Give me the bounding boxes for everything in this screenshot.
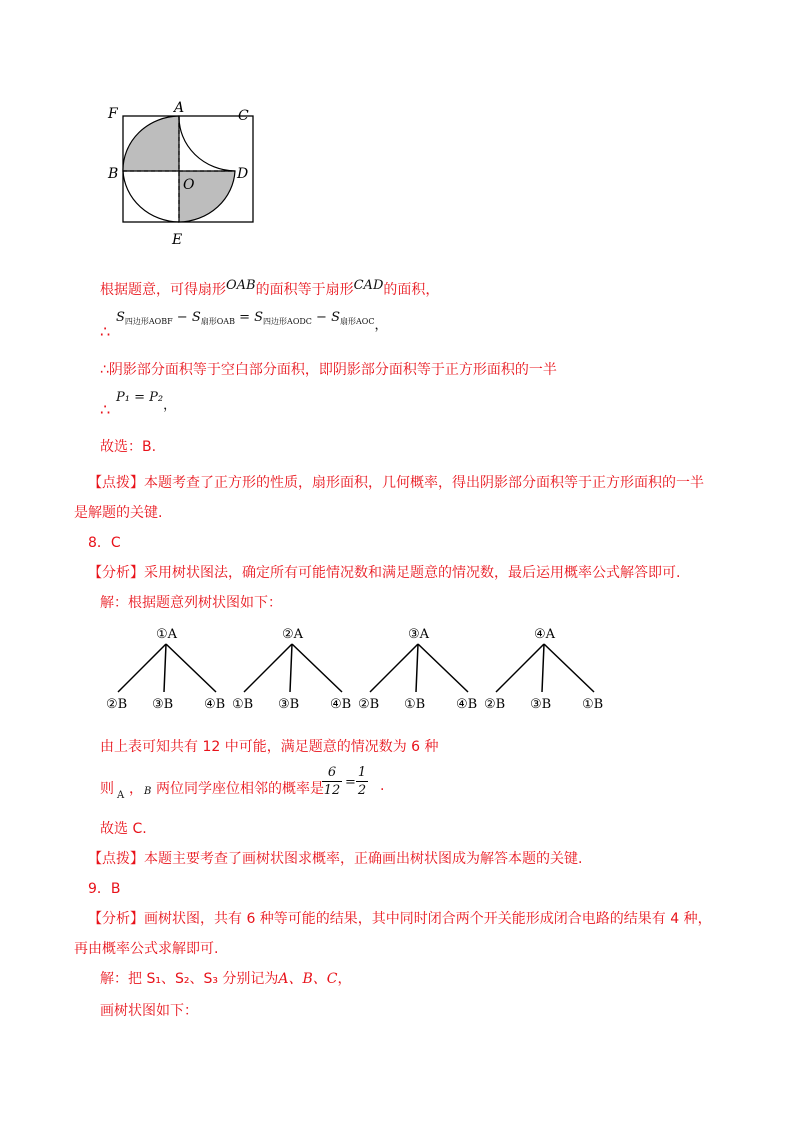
- tree-leaf: ①B: [232, 697, 254, 712]
- symbol-S: S: [254, 310, 264, 325]
- op: =: [234, 310, 255, 325]
- text: 的面积等于扇形: [255, 282, 354, 298]
- q9-analysis: 【分析】画树状图，共有 6 种等可能的结果，其中同时闭合两个开关能形成闭合电路的结果有 4 种，: [88, 911, 712, 927]
- tree-branch: [118, 644, 166, 692]
- tree-branch: [496, 644, 544, 692]
- tree-root: ④A: [534, 627, 556, 642]
- label-C: C: [238, 108, 249, 124]
- geometry-figure: [100, 96, 270, 256]
- tree-leaf: ②B: [358, 697, 380, 712]
- q7-tip: 【点拨】本题考查了正方形的性质，扇形面积，几何概率，得出阴影部分面积等于正方形面积的一半: [88, 475, 704, 491]
- q9-solution: [100, 968, 352, 988]
- tree-branch: [166, 644, 216, 692]
- q8-probability-line: [100, 778, 114, 798]
- q7-p-equation: [116, 386, 177, 413]
- q8-tip: 【点拨】本题主要考查了画树状图求概率，正确画出树状图成为解答本题的关键.: [88, 851, 583, 867]
- prob-end: .: [380, 778, 385, 794]
- sub: 四边形AOBF: [124, 317, 173, 326]
- label-A: A: [174, 100, 185, 116]
- label-O: O: [183, 177, 195, 193]
- math-OAB: OAB: [226, 278, 256, 293]
- math-CAD: CAD: [353, 278, 384, 293]
- tree-leaf: ④B: [456, 697, 478, 712]
- fraction-1-2: [356, 765, 368, 798]
- tree-branch: [544, 644, 594, 692]
- p-equation: P₁ = P₂: [116, 390, 164, 405]
- text: 根据题意，可得扇形: [100, 282, 226, 298]
- tree-leaf: ①B: [582, 697, 604, 712]
- tree-root: ②A: [282, 627, 304, 642]
- symbol-S: S: [331, 310, 340, 325]
- white-arc-top-right: [179, 116, 235, 171]
- op: −: [311, 310, 332, 325]
- comma: ，: [374, 318, 388, 333]
- frac-equals: =: [345, 775, 356, 790]
- sub: 扇形OAB: [200, 317, 235, 326]
- q7-line3: ∴阴影部分面积等于空白部分面积，即阴影部分面积等于正方形面积的一半: [100, 362, 557, 378]
- tree-leaf: ③B: [278, 697, 300, 712]
- fraction-6-12: [322, 765, 342, 798]
- q7-area-equation: [116, 306, 388, 333]
- q9-number: 9．B: [88, 881, 121, 897]
- prob-mid: 两位同学座位相邻的概率是: [156, 781, 324, 797]
- q8-number: 8．C: [88, 535, 121, 551]
- frac-num: 6: [327, 765, 337, 780]
- frac-den: 2: [357, 783, 367, 798]
- label-E: E: [172, 232, 183, 248]
- tree-leaf: ③B: [530, 697, 552, 712]
- q8-conclusion: 由上表可知共有 12 中可能，满足题意的情况数为 6 种: [100, 739, 439, 755]
- text: ，: [337, 971, 352, 987]
- tree-branch: [418, 644, 468, 692]
- tree-branch: [244, 644, 292, 692]
- prob-comma: ，: [129, 781, 143, 797]
- q9-tree-line: 画树状图如下：: [100, 1003, 198, 1019]
- q7-tip-cont: 是解题的关键.: [74, 505, 163, 521]
- q8-solution: 解：根据题意列树状图如下：: [100, 595, 282, 611]
- op: −: [172, 310, 192, 325]
- q7-equation-therefore: ∴: [100, 322, 111, 341]
- sub: 扇形AOC: [340, 317, 375, 326]
- label-B: B: [108, 166, 119, 182]
- tree-leaf: ②B: [484, 697, 506, 712]
- prob-var-B: B: [144, 786, 152, 797]
- text: 则: [100, 781, 114, 797]
- shaded-sector-left: [123, 116, 179, 171]
- symbol-S: S: [116, 310, 125, 325]
- text: 解：把 S₁、S₂、S₃ 分别记为: [100, 971, 279, 987]
- white-arc-bottom-left: [123, 171, 179, 222]
- tree-branch: [292, 644, 342, 692]
- tree-leaf: ③B: [152, 697, 174, 712]
- tree-branch: [370, 644, 418, 692]
- label-F: F: [108, 106, 118, 122]
- tree-root: ①A: [156, 627, 178, 642]
- comma: ，: [163, 398, 177, 413]
- q8-analysis: 【分析】采用树状图法，确定所有可能情况数和满足题意的情况数，最后运用概率公式解答即可.: [88, 565, 681, 581]
- tree-leaf: ④B: [330, 697, 352, 712]
- frac-num: 1: [357, 765, 367, 780]
- q7-choice: 故选：B.: [100, 439, 157, 455]
- q9-analysis-cont: 再由概率公式求解即可.: [74, 941, 219, 957]
- q7-line1: [100, 279, 439, 299]
- tree-leaf: ④B: [204, 697, 226, 712]
- vars: A、B、C: [278, 971, 338, 987]
- tree-leaf: ①B: [404, 697, 426, 712]
- tree-branch: [542, 644, 544, 692]
- label-D: D: [237, 166, 249, 182]
- tree-leaf: ②B: [106, 697, 128, 712]
- q7-p-therefore: ∴: [100, 400, 111, 419]
- tree-branch: [290, 644, 292, 692]
- text: 的面积，: [383, 282, 440, 298]
- tree-diagram-q8: [100, 624, 630, 720]
- tree-root: ③A: [408, 627, 430, 642]
- prob-var-A: A: [117, 790, 125, 801]
- sub: 四边形AODC: [263, 317, 312, 326]
- tree-branch: [164, 644, 166, 692]
- frac-den: 12: [323, 783, 341, 798]
- symbol-S: S: [191, 310, 201, 325]
- q8-choice: 故选 C.: [100, 821, 147, 837]
- tree-branch: [416, 644, 418, 692]
